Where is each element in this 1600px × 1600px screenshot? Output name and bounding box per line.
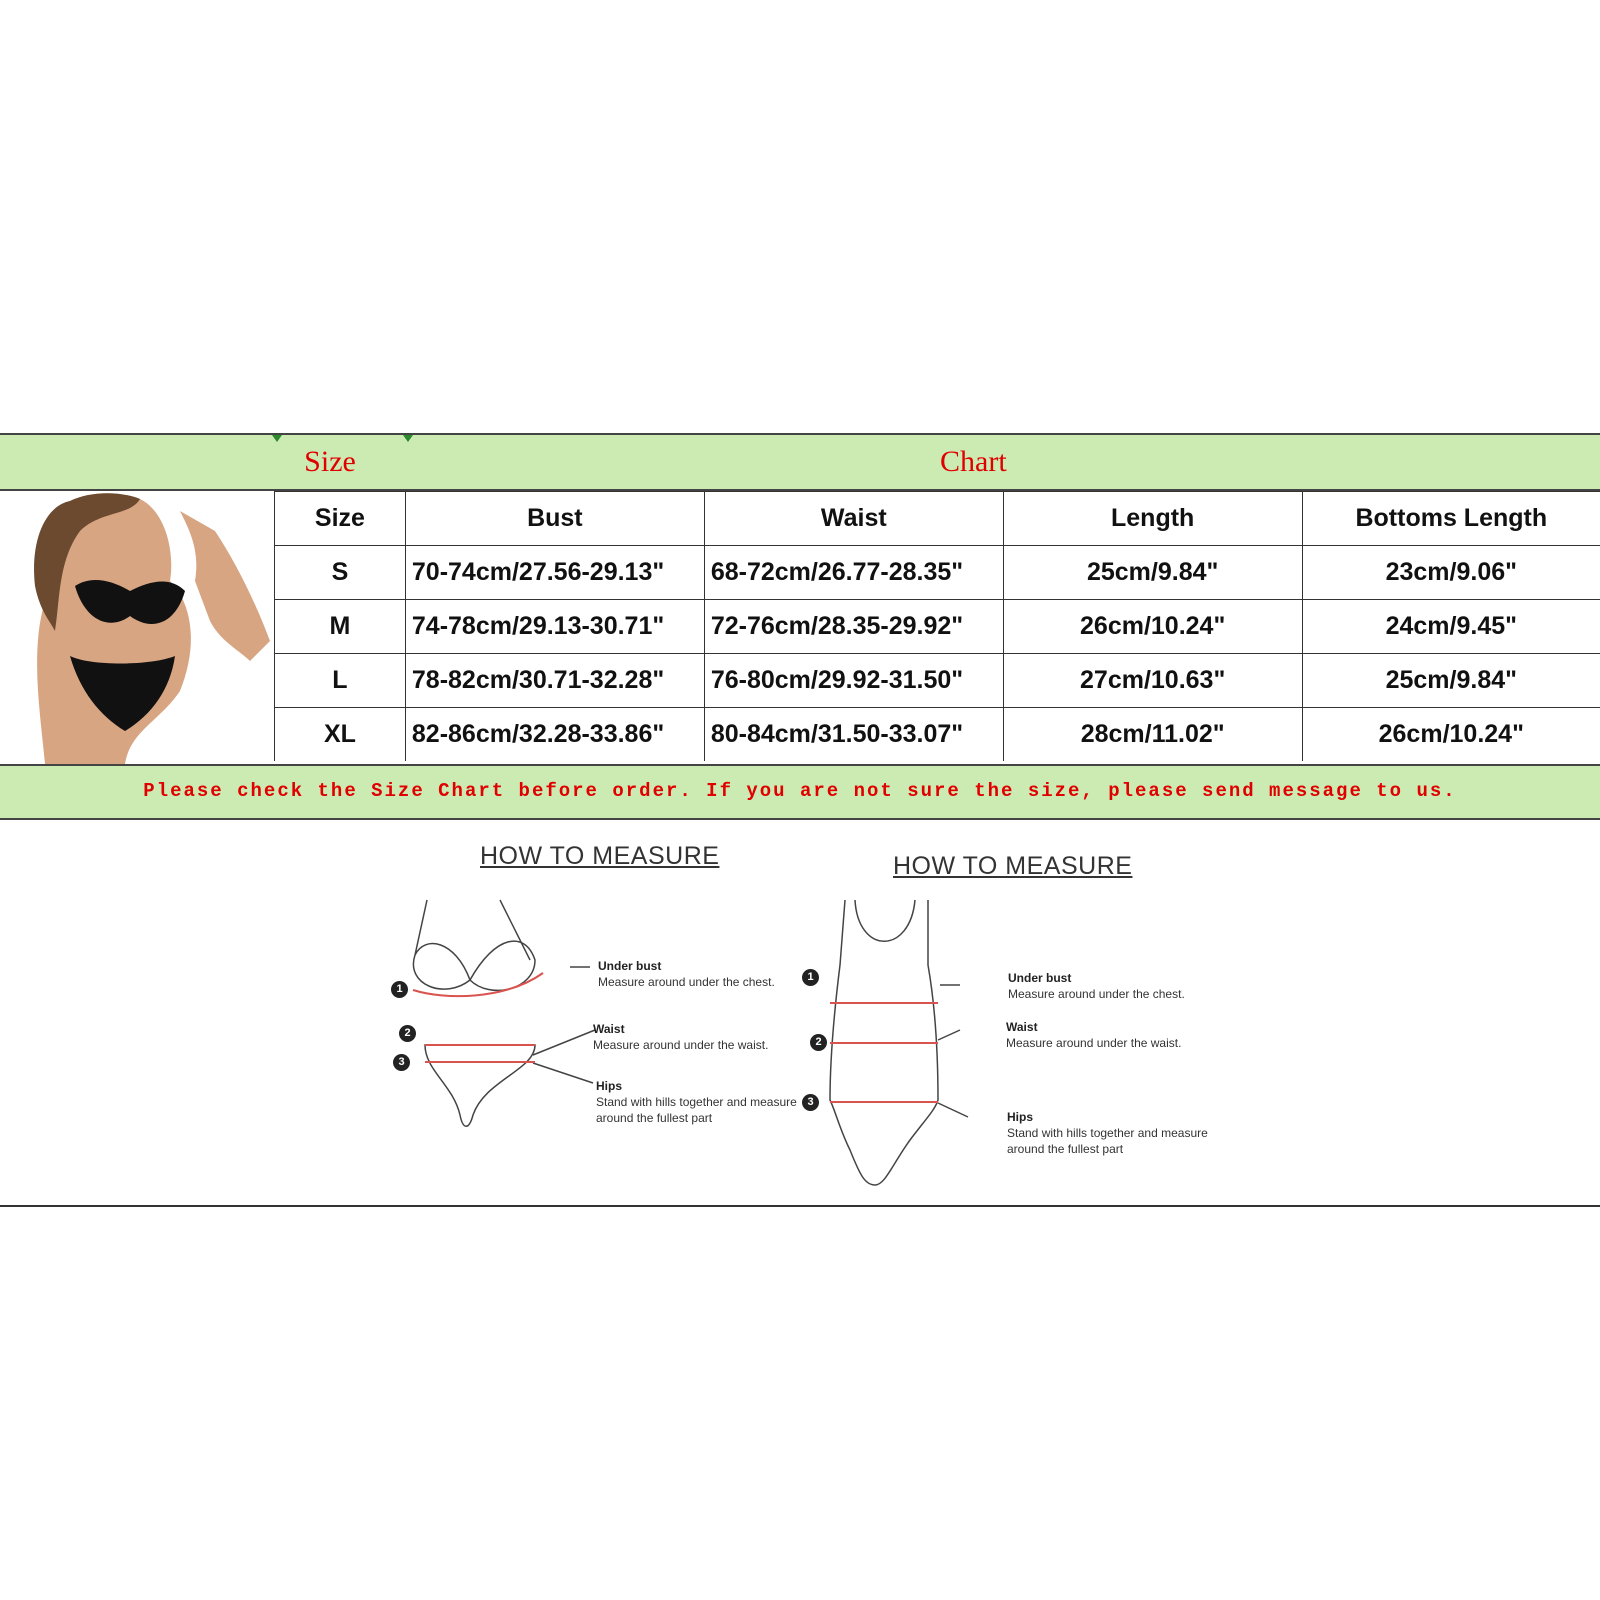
step-number-badge: 1 <box>391 981 408 998</box>
header-left-title: Size <box>304 445 356 478</box>
column-header: Size <box>275 492 406 546</box>
length-cell: 25cm/9.84" <box>1003 546 1302 600</box>
size-cell: M <box>275 600 406 654</box>
step-number-badge: 3 <box>393 1054 410 1071</box>
model-photo <box>0 491 274 764</box>
size-cell: S <box>275 546 406 600</box>
hips-label <box>596 1078 797 1126</box>
bottoms-length-cell: 26cm/10.24" <box>1302 708 1600 762</box>
under-bust-label <box>1008 970 1185 1002</box>
under-bust-label <box>598 958 775 990</box>
measure-name: Waist <box>593 1022 625 1036</box>
step-number-badge: 2 <box>810 1034 827 1051</box>
measure-desc: Measure around under the waist. <box>1006 1036 1182 1050</box>
size-table <box>274 491 1600 761</box>
column-header: Bottoms Length <box>1302 492 1600 546</box>
section-divider <box>0 1205 1600 1207</box>
header-right-title: Chart <box>940 445 1007 478</box>
measure-desc: Measure around under the chest. <box>598 975 775 989</box>
column-header: Waist <box>704 492 1003 546</box>
bust-cell: 78-82cm/30.71-32.28" <box>405 654 704 708</box>
column-header: Length <box>1003 492 1302 546</box>
measure-name: Hips <box>596 1079 623 1093</box>
waist-cell: 80-84cm/31.50-33.07" <box>704 708 1003 762</box>
table-row <box>275 546 1600 600</box>
bust-cell: 70-74cm/27.56-29.13" <box>405 546 704 600</box>
model-illustration <box>0 491 274 764</box>
how-to-measure-title: HOW TO MEASURE <box>480 842 720 870</box>
length-cell: 28cm/11.02" <box>1003 708 1302 762</box>
bottoms-length-cell: 25cm/9.84" <box>1302 654 1600 708</box>
waist-label <box>593 1021 768 1053</box>
bottoms-length-cell: 24cm/9.45" <box>1302 600 1600 654</box>
how-to-measure-title: HOW TO MEASURE <box>893 852 1133 880</box>
column-header: Bust <box>405 492 704 546</box>
measure-desc: around the fullest part <box>596 1111 713 1125</box>
measure-desc: Stand with hills together and measure <box>1007 1126 1208 1140</box>
header-corner-mark <box>272 435 282 442</box>
table-row <box>275 600 1600 654</box>
measure-name: Waist <box>1006 1020 1038 1034</box>
step-number-badge: 1 <box>802 969 819 986</box>
table-row <box>275 654 1600 708</box>
waist-label <box>1006 1019 1181 1051</box>
measure-name: Under bust <box>1008 971 1072 985</box>
waist-cell: 72-76cm/28.35-29.92" <box>704 600 1003 654</box>
measure-name: Hips <box>1007 1110 1034 1124</box>
waist-cell: 76-80cm/29.92-31.50" <box>704 654 1003 708</box>
waist-cell: 68-72cm/26.77-28.35" <box>704 546 1003 600</box>
measure-desc: Measure around under the chest. <box>1008 987 1185 1001</box>
step-number-badge: 3 <box>802 1094 819 1111</box>
size-note-band <box>0 764 1600 820</box>
bottoms-length-cell: 23cm/9.06" <box>1302 546 1600 600</box>
table-header-row <box>275 492 1600 546</box>
length-cell: 27cm/10.63" <box>1003 654 1302 708</box>
measure-desc: Stand with hills together and measure <box>596 1095 797 1109</box>
bust-cell: 74-78cm/29.13-30.71" <box>405 600 704 654</box>
measure-name: Under bust <box>598 959 662 973</box>
measure-desc: Measure around under the waist. <box>593 1038 769 1052</box>
step-number-badge: 2 <box>399 1025 416 1042</box>
header-corner-mark <box>403 435 413 442</box>
size-chart-header <box>0 433 1600 491</box>
size-note: Please check the Size Chart before order. If you are not sure the size, please send message to us. <box>143 780 1457 802</box>
hips-label <box>1007 1109 1208 1157</box>
table-row <box>275 708 1600 762</box>
size-cell: L <box>275 654 406 708</box>
measure-desc: around the fullest part <box>1007 1142 1124 1156</box>
bust-cell: 82-86cm/32.28-33.86" <box>405 708 704 762</box>
size-cell: XL <box>275 708 406 762</box>
length-cell: 26cm/10.24" <box>1003 600 1302 654</box>
